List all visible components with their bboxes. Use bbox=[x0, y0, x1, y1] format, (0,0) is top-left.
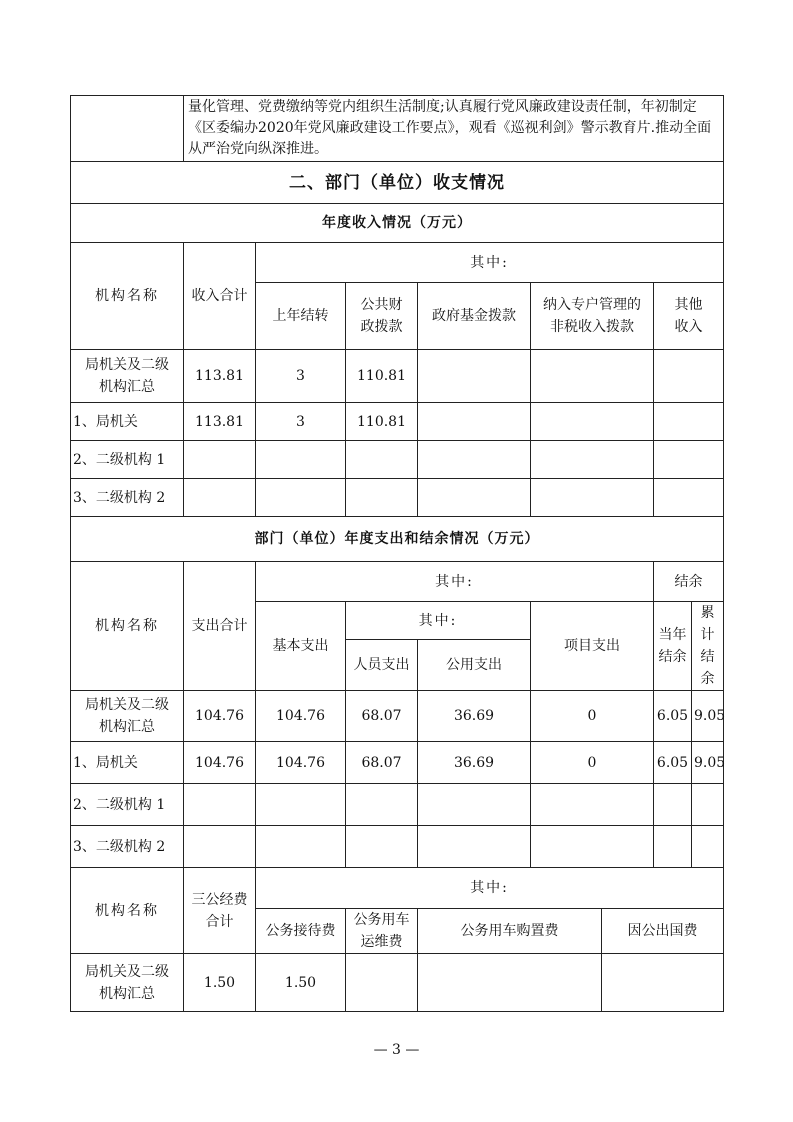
expense-row-public bbox=[418, 784, 531, 826]
expense-title: 部门（单位）年度支出和结余情况（万元） bbox=[71, 517, 724, 562]
finance-table bbox=[70, 95, 724, 1012]
three-public-header-total-l1: 三公经费 bbox=[191, 891, 248, 908]
expense-header-current-l1: 当年 bbox=[658, 627, 687, 643]
income-row-name-l1: 局机关及二级 bbox=[85, 357, 169, 373]
intro-paragraph: 量化管理、党费缴纳等党内组织生活制度;认真履行党风廉政建设责任制，年初制定《区委编办2020年党风廉政建设工作要点》，观看《巡视利剑》警示教育片.推动全面从严治党向纵深推进。 bbox=[184, 96, 724, 162]
income-row-fiscal: 110.81 bbox=[346, 403, 418, 441]
expense-header-cumulative-l2: 结余 bbox=[700, 649, 715, 687]
income-title: 年度收入情况（万元） bbox=[71, 204, 724, 243]
three-public-header-total bbox=[184, 868, 256, 954]
expense-row-basic bbox=[256, 826, 346, 868]
income-row-nontax bbox=[531, 441, 654, 479]
income-header-nontax bbox=[531, 283, 654, 350]
expense-row-project bbox=[531, 826, 654, 868]
expense-header-personnel: 人员支出 bbox=[346, 640, 418, 691]
income-row-other bbox=[654, 479, 724, 517]
expense-row-total bbox=[184, 826, 256, 868]
income-row-total bbox=[184, 441, 256, 479]
three-public-header-abroad: 因公出国费 bbox=[602, 909, 724, 954]
expense-row-name bbox=[71, 691, 184, 742]
income-row-nontax bbox=[531, 403, 654, 441]
income-row-carryover bbox=[256, 479, 346, 517]
expense-row-total: 104.76 bbox=[184, 691, 256, 742]
expense-header-current bbox=[654, 602, 692, 691]
three-public-row-name bbox=[71, 954, 184, 1012]
income-row-name bbox=[71, 350, 184, 403]
expense-row-cumulative: 9.05 bbox=[692, 742, 724, 784]
expense-row-current bbox=[654, 784, 692, 826]
expense-header-public: 公用支出 bbox=[418, 640, 531, 691]
expense-row-public: 36.69 bbox=[418, 691, 531, 742]
expense-header-total: 支出合计 bbox=[184, 562, 256, 691]
expense-row-name-l1: 局机关及二级 bbox=[85, 697, 169, 713]
expense-row-cumulative bbox=[692, 784, 724, 826]
income-header-gov-fund: 政府基金拨款 bbox=[418, 283, 531, 350]
income-row-total: 113.81 bbox=[184, 350, 256, 403]
income-row-gov-fund bbox=[418, 403, 531, 441]
expense-row-personnel: 68.07 bbox=[346, 691, 418, 742]
intro-row bbox=[71, 96, 724, 162]
three-public-header-org: 机构名称 bbox=[71, 868, 184, 954]
income-row-nontax bbox=[531, 479, 654, 517]
three-public-row-vehicle-op bbox=[346, 954, 418, 1012]
expense-row-project: 0 bbox=[531, 691, 654, 742]
table-row bbox=[71, 954, 724, 1012]
expense-row-basic: 104.76 bbox=[256, 691, 346, 742]
income-row-other bbox=[654, 350, 724, 403]
expense-header-of-which: 其中: bbox=[256, 562, 654, 602]
expense-row-cumulative: 9.05 bbox=[692, 691, 724, 742]
income-row-carryover: 3 bbox=[256, 403, 346, 441]
income-row-name-l2: 机构汇总 bbox=[99, 379, 155, 395]
expense-row-current bbox=[654, 826, 692, 868]
three-public-row-abroad bbox=[602, 954, 724, 1012]
expense-row-personnel: 68.07 bbox=[346, 742, 418, 784]
income-row-gov-fund bbox=[418, 441, 531, 479]
expense-row-name: 2、二级机构 1 bbox=[71, 784, 184, 826]
expense-row-personnel bbox=[346, 826, 418, 868]
income-row-name: 2、二级机构 1 bbox=[71, 441, 184, 479]
income-row-nontax bbox=[531, 350, 654, 403]
three-public-header-reception: 公务接待费 bbox=[256, 909, 346, 954]
expense-row-basic bbox=[256, 784, 346, 826]
expense-row-project bbox=[531, 784, 654, 826]
income-row-other bbox=[654, 403, 724, 441]
income-header-other-l1: 其他 bbox=[674, 297, 703, 313]
expense-row-project: 0 bbox=[531, 742, 654, 784]
expense-header-org: 机构名称 bbox=[71, 562, 184, 691]
three-public-header-vehicle-op-l2: 运维费 bbox=[360, 934, 403, 950]
expense-row-cumulative bbox=[692, 826, 724, 868]
expense-header-basic: 基本支出 bbox=[256, 602, 346, 691]
expense-header-current-l2: 结余 bbox=[658, 649, 687, 665]
income-header-total: 收入合计 bbox=[184, 243, 256, 350]
expense-header-balance: 结余 bbox=[654, 562, 724, 602]
income-header-carryover: 上年结转 bbox=[256, 283, 346, 350]
three-public-header-vehicle-op bbox=[346, 909, 418, 954]
table-row bbox=[71, 784, 724, 826]
income-header-fiscal-l2: 政拨款 bbox=[360, 319, 403, 335]
income-row-gov-fund bbox=[418, 479, 531, 517]
income-header-nontax-l1: 纳入专户管理的 bbox=[543, 297, 641, 313]
income-row-fiscal bbox=[346, 479, 418, 517]
table-row bbox=[71, 441, 724, 479]
expense-row-name: 3、二级机构 2 bbox=[71, 826, 184, 868]
expense-row-current: 6.05 bbox=[654, 742, 692, 784]
three-public-row-total: 1.50 bbox=[184, 954, 256, 1012]
three-public-row-reception: 1.50 bbox=[256, 954, 346, 1012]
expense-row-public: 36.69 bbox=[418, 742, 531, 784]
expense-row-name-l2: 机构汇总 bbox=[99, 719, 155, 735]
income-row-fiscal bbox=[346, 441, 418, 479]
income-header-fiscal-l1: 公共财 bbox=[360, 297, 403, 313]
page-number: — 3 — bbox=[373, 1042, 420, 1058]
expense-header-of-which2: 其中: bbox=[346, 602, 531, 640]
expense-row-total: 104.76 bbox=[184, 742, 256, 784]
expense-row-name: 1、局机关 bbox=[71, 742, 184, 784]
income-header-of-which: 其中: bbox=[256, 243, 724, 283]
three-public-row-vehicle-buy bbox=[418, 954, 602, 1012]
income-row-name: 3、二级机构 2 bbox=[71, 479, 184, 517]
income-row-carryover: 3 bbox=[256, 350, 346, 403]
three-public-row-name-l1: 局机关及二级 bbox=[85, 963, 169, 980]
table-row bbox=[71, 826, 724, 868]
expense-row-public bbox=[418, 826, 531, 868]
three-public-row-name-l2: 机构汇总 bbox=[99, 985, 155, 1002]
intro-blank-cell bbox=[71, 96, 184, 162]
expense-header-cumulative-l1: 累计 bbox=[700, 605, 715, 643]
table-row bbox=[71, 691, 724, 742]
income-row-total bbox=[184, 479, 256, 517]
section-title: 二、部门（单位）收支情况 bbox=[71, 162, 724, 204]
expense-row-personnel bbox=[346, 784, 418, 826]
income-row-total: 113.81 bbox=[184, 403, 256, 441]
expense-row-current: 6.05 bbox=[654, 691, 692, 742]
income-header-other bbox=[654, 283, 724, 350]
income-row-gov-fund bbox=[418, 350, 531, 403]
expense-row-total bbox=[184, 784, 256, 826]
table-row bbox=[71, 479, 724, 517]
income-header-nontax-l2: 非税收入拨款 bbox=[550, 319, 634, 335]
three-public-header-total-l2: 合计 bbox=[205, 913, 234, 930]
three-public-header-of-which: 其中: bbox=[256, 868, 724, 909]
three-public-header-vehicle-op-l1: 公务用车 bbox=[353, 912, 410, 928]
table-row bbox=[71, 403, 724, 441]
income-row-fiscal: 110.81 bbox=[346, 350, 418, 403]
expense-row-basic: 104.76 bbox=[256, 742, 346, 784]
table-row bbox=[71, 350, 724, 403]
three-public-header-vehicle-buy: 公务用车购置费 bbox=[418, 909, 602, 954]
table-row bbox=[71, 742, 724, 784]
income-header-other-l2: 收入 bbox=[674, 319, 703, 335]
income-row-other bbox=[654, 441, 724, 479]
expense-header-project: 项目支出 bbox=[531, 602, 654, 691]
income-row-carryover bbox=[256, 441, 346, 479]
income-header-org: 机构名称 bbox=[71, 243, 184, 350]
expense-header-cumulative bbox=[692, 602, 724, 691]
income-row-name: 1、局机关 bbox=[71, 403, 184, 441]
income-header-fiscal bbox=[346, 283, 418, 350]
